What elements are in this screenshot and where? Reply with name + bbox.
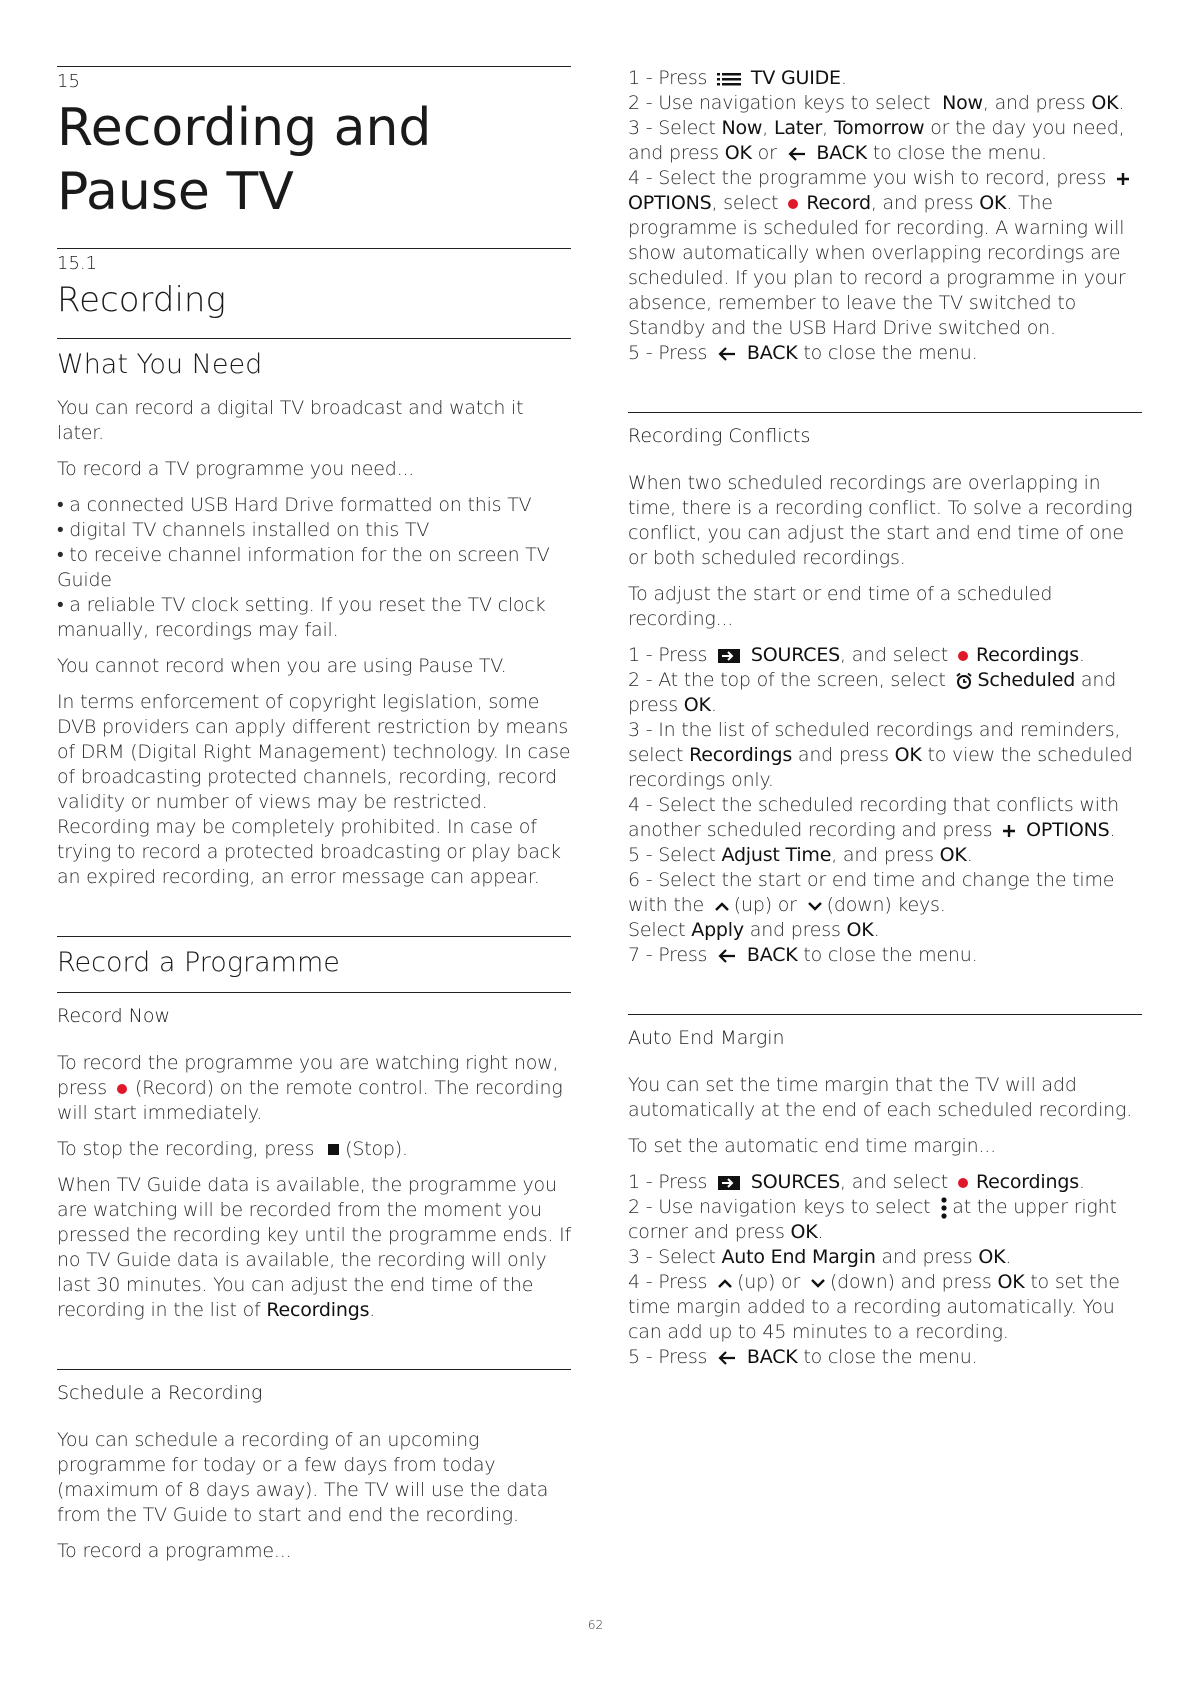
schedule-p1: You can schedule a recording of an upcoming programme for today or a few days from today (maximum of 8 days away). The TV will use the data from the TV Guide to start and end the recording.: [57, 1429, 549, 1526]
conflicts-title: Recording Conflicts: [628, 425, 811, 447]
list-item: • to receive channel information for the on screen TV Guide: [57, 544, 550, 591]
record-now-rule: [57, 992, 571, 993]
step-4: 4 - Select the scheduled recording that conflicts with another scheduled recording and press OPTIONS.: [628, 794, 1119, 841]
record-now-p2: To stop the recording, press (Stop).: [57, 1138, 408, 1160]
what-you-need-p2: To record a TV programme you need...: [57, 458, 415, 480]
step-4: 4 - Select the programme you wish to record, press OPTIONS, select Record, and press OK. The programme is scheduled for recording. A warning will show automatically when overlapping recordings are scheduled. If you plan to record a programme in your absence, remember to leave the TV switched to Standby and the USB Hard Drive switched on.: [628, 166, 1142, 341]
conflicts-p1: When two scheduled recordings are overlapping in time, there is a recording conflict. To solve a recording conflict, you can adjust the start and end time of one or both scheduled recordings.: [628, 472, 1133, 569]
plus-icon: [1002, 824, 1016, 838]
page-number: 62: [587, 1618, 604, 1632]
back-arrow-icon: [717, 1350, 737, 1366]
recordings-icon: [958, 651, 968, 661]
schedule-steps: [628, 66, 1142, 366]
step-6: 6 - Select the start or end time and change the time with the (up) or (down) keys. Select Apply and press OK.: [628, 869, 1115, 941]
schedule-p2: To record a programme...: [57, 1540, 292, 1562]
step-5: 5 - Select Adjust Time, and press OK.: [628, 844, 973, 866]
chapter-rule: [57, 66, 571, 67]
auto-end-steps: [628, 1170, 1142, 1370]
chevron-up-icon: [714, 900, 730, 912]
alarm-clock-icon: [955, 672, 973, 690]
list-item: • a reliable TV clock setting. If you reset the TV clock manually, recordings may fail.: [57, 594, 546, 641]
schedule-rule: [57, 1369, 571, 1370]
recordings-icon: [958, 1178, 968, 1188]
chevron-down-icon: [810, 1277, 826, 1289]
record-now-p1: To record the programme you are watching right now, press (Record) on the remote control. The recording will start immediately.: [57, 1052, 563, 1124]
step-2: 2 - At the top of the screen, select Scheduled and press OK.: [628, 669, 1117, 716]
conflicts-steps: [628, 643, 1142, 968]
step-2: 2 - Use navigation keys to select at the upper right corner and press OK.: [628, 1196, 1117, 1243]
record-now-title: Record Now: [57, 1005, 171, 1027]
plus-icon: [1116, 172, 1130, 186]
section-number: 15.1: [57, 253, 98, 274]
what-you-need-p3: You cannot record when you are using Pause TV.: [57, 655, 507, 677]
more-vertical-icon: [940, 1197, 948, 1219]
schedule-title: Schedule a Recording: [57, 1382, 263, 1404]
step-1: 1 - Press SOURCES, and select Recordings.: [628, 644, 1085, 666]
record-now-p3: When TV Guide data is available, the programme you are watching will be recorded from the moment you pressed the recording key until the programme ends. If no TV Guide data is available, the recording will only last 30 minutes. You can adjust the end time of the recording in the list of Recordings.: [57, 1174, 572, 1321]
what-you-need-title: What You Need: [57, 349, 263, 380]
tv-guide-icon: [717, 71, 741, 87]
list-item: • digital TV channels installed on this TV: [57, 519, 430, 541]
left-column: [57, 66, 571, 1575]
record-programme-rule: [57, 936, 571, 937]
chapter-title-line2: Pause TV: [57, 162, 294, 222]
back-arrow-icon: [717, 346, 737, 362]
chevron-up-icon: [717, 1277, 733, 1289]
section-rule: [57, 248, 571, 249]
list-item: • a connected USB Hard Drive formatted on this TV: [57, 494, 532, 516]
chapter-number: 15: [57, 71, 80, 92]
record-icon: [117, 1084, 127, 1094]
step-3: 3 - Select Now, Later, Tomorrow or the day you need, and press OK or BACK to close the menu.: [628, 117, 1125, 164]
step-1: 1 - Press SOURCES, and select Recordings.: [628, 1171, 1085, 1193]
conflicts-p2: To adjust the start or end time of a scheduled recording...: [628, 583, 1053, 630]
chapter-title-line1: Recording and: [57, 98, 432, 158]
subsection-rule: [57, 338, 571, 339]
auto-end-title: Auto End Margin: [628, 1027, 785, 1049]
what-you-need-p4: In terms enforcement of copyright legislation, some DVB providers can apply different restriction by means of DRM (Digital Right Management) technology. In case of broadcasting protected channels, recording, record validity or number of views may be restricted. Recording may be completely prohibited. In case of trying to record a protected broadcasting or play back an expired recording, an error message can appear.: [57, 691, 571, 888]
auto-end-rule: [628, 1014, 1142, 1015]
requirements-list: [57, 493, 571, 643]
sources-icon: [717, 1175, 741, 1191]
what-you-need-p1: You can record a digital TV broadcast and watch it later.: [57, 397, 524, 444]
back-arrow-icon: [717, 948, 737, 964]
step-7: 7 - Press BACK to close the menu.: [628, 944, 978, 966]
step-5: 5 - Press BACK to close the menu.: [628, 1346, 978, 1368]
auto-end-p1: You can set the time margin that the TV will add automatically at the end of each scheduled recording.: [628, 1074, 1133, 1121]
step-4: 4 - Press (up) or (down) and press OK to set the time margin added to a recording automatically. You can add up to 45 minutes to a recording.: [628, 1271, 1120, 1343]
chevron-down-icon: [807, 900, 823, 912]
record-programme-title: Record a Programme: [57, 947, 340, 978]
conflicts-rule: [628, 412, 1142, 413]
back-arrow-icon: [787, 146, 807, 162]
section-title: Recording: [57, 280, 226, 320]
sources-icon: [717, 648, 741, 664]
step-2: 2 - Use navigation keys to select Now, and press OK.: [628, 92, 1125, 114]
right-column: [628, 66, 1142, 1370]
step-3: 3 - In the list of scheduled recordings and reminders, select Recordings and press OK to view the scheduled recordings only.: [628, 719, 1133, 791]
step-1: 1 - Press TV GUIDE.: [628, 67, 847, 89]
step-5: 5 - Press BACK to close the menu.: [628, 342, 978, 364]
step-3: 3 - Select Auto End Margin and press OK.: [628, 1246, 1012, 1268]
stop-icon: [328, 1144, 339, 1155]
auto-end-p2: To set the automatic end time margin...: [628, 1135, 996, 1157]
chapter-title: [57, 96, 571, 224]
record-icon: [788, 199, 798, 209]
